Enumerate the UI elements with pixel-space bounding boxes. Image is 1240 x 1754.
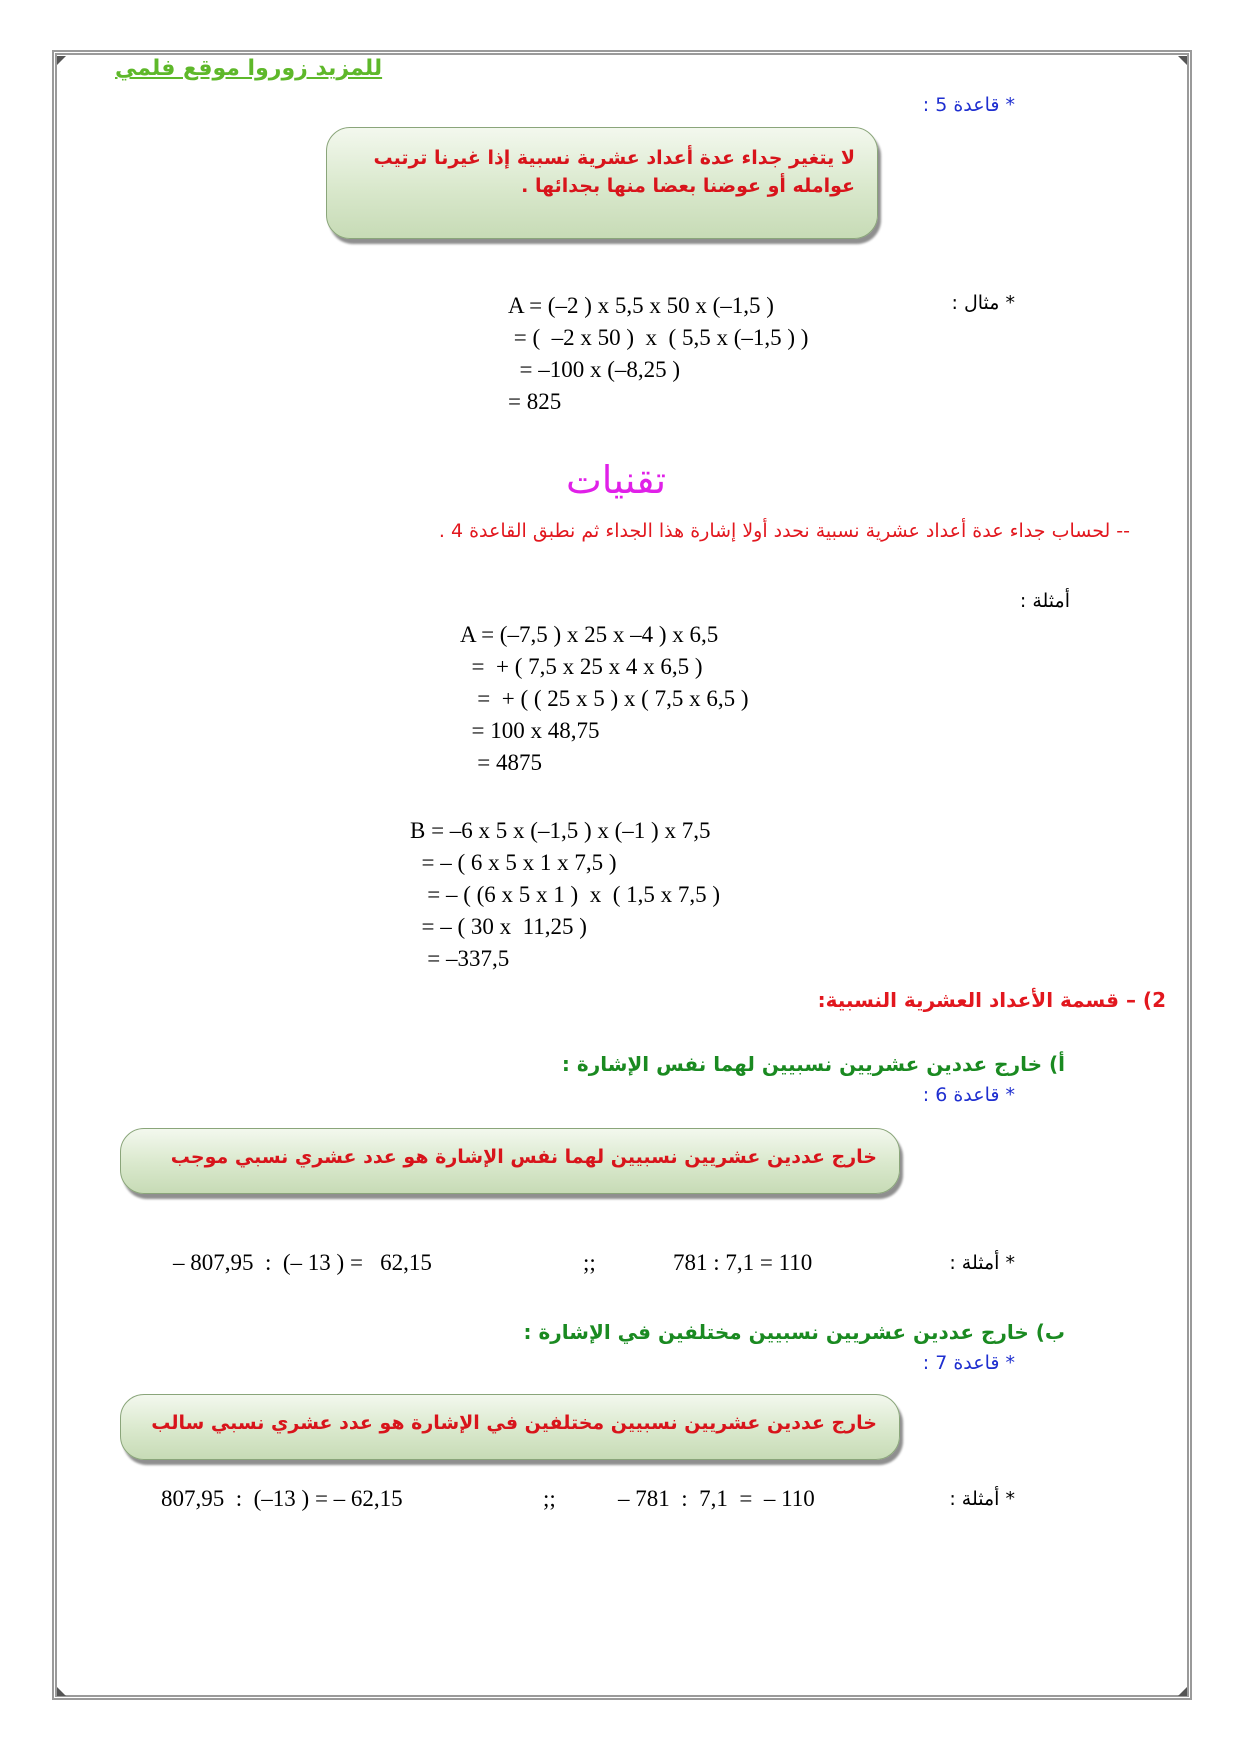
example-B-calculation	[410, 815, 720, 975]
example-A-calculation	[460, 619, 749, 779]
subA-rule-label: * قاعدة 6 :	[922, 1084, 1015, 1106]
math-line: = ( –2 x 50 ) x ( 5,5 x (–1,5 ) )	[508, 325, 809, 350]
rule7-text: خارج عددين عشريين نسبيين مختلفين في الإشارة هو عدد عشري نسبي سالب	[151, 1412, 877, 1434]
example1-calculation	[508, 290, 808, 418]
corner-ornament	[57, 1687, 66, 1696]
math-line: = –100 x (–8,25 )	[508, 357, 681, 382]
math-line: = 825	[508, 389, 562, 414]
rule5-box	[326, 127, 878, 239]
subB-separator: ;;	[543, 1486, 556, 1511]
site-link[interactable]: للمزيد زوروا موقع فلمي	[115, 56, 383, 81]
subB-examples-label: * أمثلة :	[949, 1488, 1015, 1510]
corner-ornament	[1178, 56, 1187, 65]
math-line: = – ( 6 x 5 x 1 x 7,5 )	[410, 850, 617, 875]
rule6-box	[120, 1128, 900, 1194]
math-line: = + ( ( 25 x 5 ) x ( 7,5 x 6,5 )	[460, 686, 749, 711]
math-line: B = –6 x 5 x (–1,5 ) x (–1 ) x 7,5	[410, 818, 711, 843]
math-line: = –337,5	[410, 946, 510, 971]
rule5-text: لا يتغير جداء عدة أعداد عشرية نسبية إذا غيرنا ترتيب عوامله أو عوضنا بعضا منها بجدائها .	[373, 147, 855, 197]
subB-example-left: 807,95 : (–13 ) = – 62,15	[161, 1486, 403, 1511]
subA-title: أ) خارج عددين عشريين نسبيين لهما نفس الإشارة :	[561, 1052, 1065, 1076]
corner-ornament	[57, 56, 66, 65]
examples-label: أمثلة :	[1019, 590, 1070, 612]
math-line: = + ( 7,5 x 25 x 4 x 6,5 )	[460, 654, 703, 679]
techniques-title: تقنيات	[566, 458, 667, 502]
subA-example-right: 781 : 7,1 = 110	[673, 1250, 813, 1275]
subB-title: ب) خارج عددين عشريين نسبيين مختلفين في الإشارة :	[523, 1320, 1065, 1344]
subA-example-left: – 807,95 : (– 13 ) = 62,15	[173, 1250, 432, 1275]
example1-label: * مثال :	[951, 292, 1015, 314]
math-line: = 4875	[460, 750, 542, 775]
subB-example-right: – 781 : 7,1 = – 110	[618, 1486, 815, 1511]
rule7-box	[120, 1394, 900, 1460]
math-line: = – ( 30 x 11,25 )	[410, 914, 587, 939]
subB-rule-label: * قاعدة 7 :	[922, 1352, 1015, 1374]
rule6-text: خارج عددين عشريين نسبيين لهما نفس الإشارة هو عدد عشري نسبي موجب	[170, 1146, 877, 1168]
math-line: A = (–7,5 ) x 25 x –4 ) x 6,5	[460, 622, 719, 647]
subA-examples-label: * أمثلة :	[949, 1252, 1015, 1274]
subA-separator: ;;	[583, 1250, 596, 1275]
section2-title: 2) – قسمة الأعداد العشرية النسبية:	[817, 988, 1166, 1012]
techniques-text: -- لحساب جداء عدة أعداد عشرية نسبية نحدد أولا إشارة هذا الجداء ثم نطبق القاعدة 4 .	[438, 520, 1130, 542]
math-line: A = (–2 ) x 5,5 x 50 x (–1,5 )	[508, 293, 774, 318]
corner-ornament	[1178, 1687, 1187, 1696]
math-line: = – ( (6 x 5 x 1 ) x ( 1,5 x 7,5 )	[410, 882, 721, 907]
rule5-label: * قاعدة 5 :	[922, 94, 1015, 116]
math-line: = 100 x 48,75	[460, 718, 600, 743]
